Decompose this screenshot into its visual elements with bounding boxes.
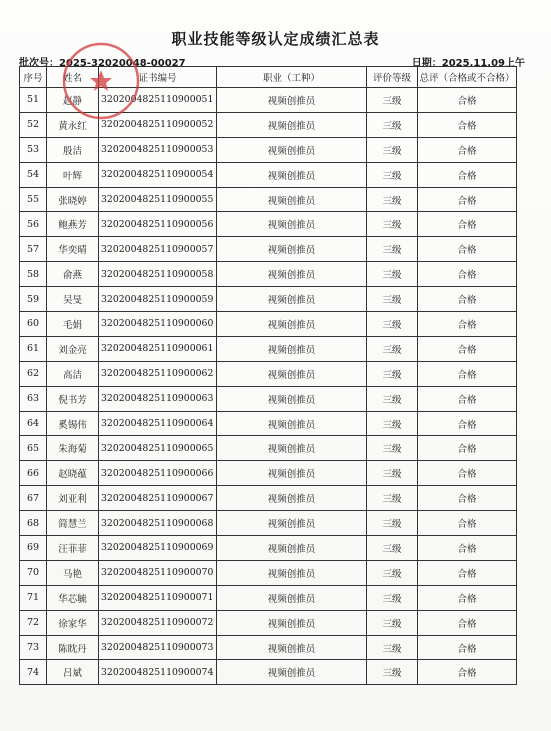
cell-level: 三级 [367, 237, 418, 262]
cell-level: 三级 [367, 262, 418, 287]
cell-result: 合格 [418, 88, 517, 113]
cell-result: 合格 [418, 162, 517, 187]
cell-cert: 3202004825110900064 [99, 411, 217, 436]
cell-cert: 3202004825110900074 [99, 660, 217, 685]
cell-name: 简慧兰 [47, 511, 99, 536]
cell-index: 55 [20, 187, 47, 212]
cell-occupation: 视频创推员 [217, 212, 367, 237]
table-row [20, 386, 517, 411]
cell-name: 吕斌 [47, 660, 99, 685]
cell-level: 三级 [367, 585, 418, 610]
cell-name: 赵静 [47, 88, 99, 113]
table-row [20, 312, 517, 337]
cell-level: 三级 [367, 212, 418, 237]
cell-level: 三级 [367, 287, 418, 312]
table-row [20, 112, 517, 137]
cell-occupation: 视频创推员 [217, 461, 367, 486]
cell-result: 合格 [418, 237, 517, 262]
cell-name: 奚锡伟 [47, 411, 99, 436]
cell-occupation: 视频创推员 [217, 137, 367, 162]
table-row [20, 137, 517, 162]
cell-occupation: 视频创推员 [217, 660, 367, 685]
batch-number: 批次号：2025-32020048-00027 [19, 58, 186, 69]
table-row [20, 635, 517, 660]
cell-level: 三级 [367, 536, 418, 561]
cell-result: 合格 [418, 610, 517, 635]
cell-occupation: 视频创推员 [217, 610, 367, 635]
cell-name: 黄永红 [47, 112, 99, 137]
table-row [20, 88, 517, 113]
cell-result: 合格 [418, 312, 517, 337]
table-row [20, 287, 517, 312]
cell-name: 张晓婷 [47, 187, 99, 212]
cell-level: 三级 [367, 312, 418, 337]
cell-index: 61 [20, 336, 47, 361]
cell-index: 62 [20, 361, 47, 386]
table-row [20, 361, 517, 386]
col-header-name: 姓名 [47, 67, 99, 88]
cell-occupation: 视频创推员 [217, 486, 367, 511]
cell-occupation: 视频创推员 [217, 262, 367, 287]
table-row [20, 536, 517, 561]
cell-occupation: 视频创推员 [217, 411, 367, 436]
table-row [20, 660, 517, 685]
cell-name: 徐家华 [47, 610, 99, 635]
cell-level: 三级 [367, 361, 418, 386]
cell-occupation: 视频创推员 [217, 635, 367, 660]
cell-level: 三级 [367, 187, 418, 212]
cell-result: 合格 [418, 411, 517, 436]
cell-cert: 3202004825110900053 [99, 137, 217, 162]
cell-occupation: 视频创推员 [217, 585, 367, 610]
cell-cert: 3202004825110900071 [99, 585, 217, 610]
cell-name: 华奕晴 [47, 237, 99, 262]
cell-occupation: 视频创推员 [217, 287, 367, 312]
cell-cert: 3202004825110900060 [99, 312, 217, 337]
cell-level: 三级 [367, 486, 418, 511]
cell-name: 马艳 [47, 560, 99, 585]
cell-occupation: 视频创推员 [217, 386, 367, 411]
cell-level: 三级 [367, 461, 418, 486]
table-row [20, 511, 517, 536]
cell-index: 60 [20, 312, 47, 337]
cell-level: 三级 [367, 162, 418, 187]
col-header-index: 序号 [20, 67, 47, 88]
cell-cert: 3202004825110900055 [99, 187, 217, 212]
score-summary-table [19, 66, 517, 685]
table-row [20, 237, 517, 262]
cell-name: 俞燕 [47, 262, 99, 287]
col-header-cert: 证书编号 [99, 67, 217, 88]
cell-occupation: 视频创推员 [217, 312, 367, 337]
cell-occupation: 视频创推员 [217, 560, 367, 585]
cell-index: 68 [20, 511, 47, 536]
cell-index: 53 [20, 137, 47, 162]
cell-index: 69 [20, 536, 47, 561]
cell-occupation: 视频创推员 [217, 237, 367, 262]
cell-result: 合格 [418, 137, 517, 162]
col-header-result: 总评（合格或不合格） [418, 67, 517, 88]
table-row [20, 610, 517, 635]
cell-cert: 3202004825110900072 [99, 610, 217, 635]
cell-result: 合格 [418, 511, 517, 536]
cell-result: 合格 [418, 461, 517, 486]
cell-index: 73 [20, 635, 47, 660]
document-title: 职业技能等级认定成绩汇总表 [171, 30, 380, 48]
table-row [20, 162, 517, 187]
cell-name: 倪书芳 [47, 386, 99, 411]
table-row [20, 187, 517, 212]
cell-index: 74 [20, 660, 47, 685]
cell-cert: 3202004825110900065 [99, 436, 217, 461]
cell-index: 58 [20, 262, 47, 287]
cell-cert: 3202004825110900066 [99, 461, 217, 486]
cell-result: 合格 [418, 212, 517, 237]
cell-level: 三级 [367, 511, 418, 536]
cell-level: 三级 [367, 112, 418, 137]
cell-result: 合格 [418, 361, 517, 386]
cell-result: 合格 [418, 536, 517, 561]
cell-index: 54 [20, 162, 47, 187]
cell-index: 72 [20, 610, 47, 635]
cell-result: 合格 [418, 660, 517, 685]
cell-name: 陈眈丹 [47, 635, 99, 660]
table-row [20, 560, 517, 585]
cell-name: 毛娟 [47, 312, 99, 337]
cell-occupation: 视频创推员 [217, 536, 367, 561]
cell-occupation: 视频创推员 [217, 88, 367, 113]
cell-occupation: 视频创推员 [217, 511, 367, 536]
cell-cert: 3202004825110900062 [99, 361, 217, 386]
cell-level: 三级 [367, 560, 418, 585]
cell-cert: 3202004825110900052 [99, 112, 217, 137]
cell-index: 66 [20, 461, 47, 486]
cell-level: 三级 [367, 436, 418, 461]
cell-result: 合格 [418, 262, 517, 287]
cell-occupation: 视频创推员 [217, 436, 367, 461]
cell-level: 三级 [367, 635, 418, 660]
cell-level: 三级 [367, 88, 418, 113]
cell-name: 汪菲菲 [47, 536, 99, 561]
cell-name: 鲍燕芳 [47, 212, 99, 237]
cell-cert: 3202004825110900057 [99, 237, 217, 262]
cell-result: 合格 [418, 386, 517, 411]
cell-index: 67 [20, 486, 47, 511]
cell-level: 三级 [367, 610, 418, 635]
cell-index: 52 [20, 112, 47, 137]
cell-cert: 3202004825110900059 [99, 287, 217, 312]
document-date: 日期：2025.11.09上午 [411, 58, 525, 69]
cell-cert: 3202004825110900054 [99, 162, 217, 187]
cell-result: 合格 [418, 187, 517, 212]
cell-cert: 3202004825110900067 [99, 486, 217, 511]
cell-result: 合格 [418, 336, 517, 361]
cell-index: 65 [20, 436, 47, 461]
cell-result: 合格 [418, 436, 517, 461]
cell-occupation: 视频创推员 [217, 162, 367, 187]
table-row [20, 486, 517, 511]
cell-name: 刘金亮 [47, 336, 99, 361]
cell-result: 合格 [418, 560, 517, 585]
cell-occupation: 视频创推员 [217, 361, 367, 386]
cell-index: 63 [20, 386, 47, 411]
cell-index: 71 [20, 585, 47, 610]
cell-name: 朱海菊 [47, 436, 99, 461]
cell-index: 64 [20, 411, 47, 436]
cell-level: 三级 [367, 660, 418, 685]
cell-cert: 3202004825110900058 [99, 262, 217, 287]
cell-index: 59 [20, 287, 47, 312]
cell-name: 叶辉 [47, 162, 99, 187]
cell-name: 赵晓蕴 [47, 461, 99, 486]
cell-cert: 3202004825110900073 [99, 635, 217, 660]
cell-index: 56 [20, 212, 47, 237]
cell-occupation: 视频创推员 [217, 112, 367, 137]
cell-index: 57 [20, 237, 47, 262]
cell-name: 吴旻 [47, 287, 99, 312]
cell-cert: 3202004825110900068 [99, 511, 217, 536]
cell-cert: 3202004825110900070 [99, 560, 217, 585]
table-row [20, 336, 517, 361]
cell-name: 高洁 [47, 361, 99, 386]
table-header-row [20, 67, 517, 88]
cell-result: 合格 [418, 287, 517, 312]
cell-cert: 3202004825110900061 [99, 336, 217, 361]
cell-occupation: 视频创推员 [217, 336, 367, 361]
table-row [20, 461, 517, 486]
cell-cert: 3202004825110900063 [99, 386, 217, 411]
cell-level: 三级 [367, 411, 418, 436]
cell-occupation: 视频创推员 [217, 187, 367, 212]
col-header-level: 评价等级 [367, 67, 418, 88]
cell-index: 70 [20, 560, 47, 585]
table-row [20, 212, 517, 237]
cell-cert: 3202004825110900051 [99, 88, 217, 113]
cell-result: 合格 [418, 635, 517, 660]
cell-result: 合格 [418, 486, 517, 511]
table-row [20, 262, 517, 287]
cell-index: 51 [20, 88, 47, 113]
cell-level: 三级 [367, 336, 418, 361]
cell-level: 三级 [367, 137, 418, 162]
table-row [20, 436, 517, 461]
cell-result: 合格 [418, 112, 517, 137]
cell-level: 三级 [367, 386, 418, 411]
cell-name: 殷洁 [47, 137, 99, 162]
cell-cert: 3202004825110900056 [99, 212, 217, 237]
table-row [20, 411, 517, 436]
cell-cert: 3202004825110900069 [99, 536, 217, 561]
table-row [20, 585, 517, 610]
cell-name: 刘亚利 [47, 486, 99, 511]
col-header-occupation: 职业（工种） [217, 67, 367, 88]
cell-result: 合格 [418, 585, 517, 610]
cell-name: 华芯毓 [47, 585, 99, 610]
